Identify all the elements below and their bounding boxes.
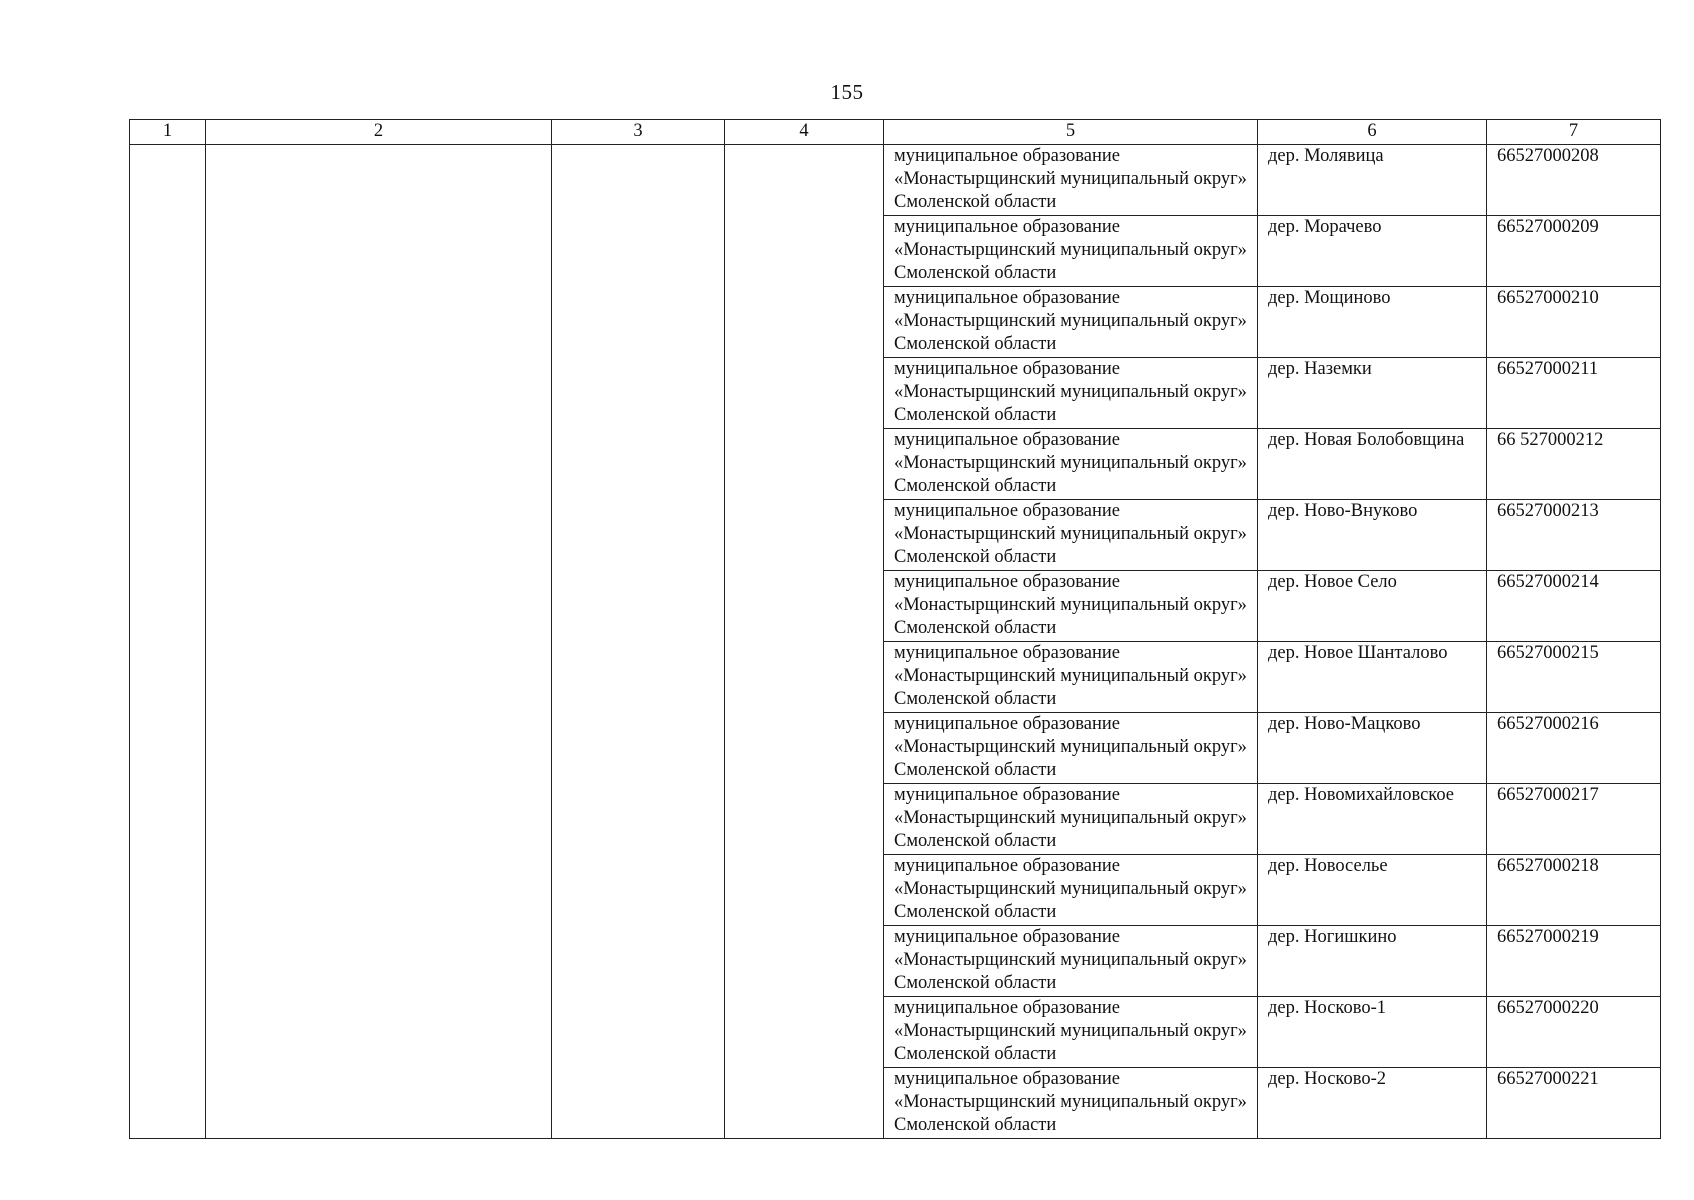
municipality-cell: муниципальное образование «Монастырщинский муниципальный округ» Смоленской области <box>884 926 1258 997</box>
column-header: 4 <box>725 120 884 145</box>
oktmo-code-cell: 66527000221 <box>1487 1068 1661 1139</box>
column-header: 2 <box>206 120 552 145</box>
oktmo-code-cell: 66 527000212 <box>1487 429 1661 500</box>
empty-column-4 <box>725 145 884 1139</box>
settlement-cell: дер. Новое Село <box>1258 571 1487 642</box>
municipality-cell: муниципальное образование «Монастырщинский муниципальный округ» Смоленской области <box>884 713 1258 784</box>
header-row <box>130 120 1661 145</box>
oktmo-code-cell: 66527000209 <box>1487 216 1661 287</box>
municipality-cell: муниципальное образование «Монастырщинский муниципальный округ» Смоленской области <box>884 429 1258 500</box>
page-number: 155 <box>830 80 864 104</box>
settlement-cell: дер. Ногишкино <box>1258 926 1487 997</box>
municipality-cell: муниципальное образование «Монастырщинский муниципальный округ» Смоленской области <box>884 855 1258 926</box>
column-header: 5 <box>884 120 1258 145</box>
oktmo-code-cell: 66527000214 <box>1487 571 1661 642</box>
settlement-cell: дер. Носково-1 <box>1258 997 1487 1068</box>
municipality-cell: муниципальное образование «Монастырщинский муниципальный округ» Смоленской области <box>884 642 1258 713</box>
column-header: 1 <box>130 120 206 145</box>
column-header: 6 <box>1258 120 1487 145</box>
oktmo-code-cell: 66527000218 <box>1487 855 1661 926</box>
settlements-table <box>129 119 1661 1139</box>
settlement-cell: дер. Новое Шанталово <box>1258 642 1487 713</box>
municipality-cell: муниципальное образование «Монастырщинский муниципальный округ» Смоленской области <box>884 571 1258 642</box>
settlement-cell: дер. Новоселье <box>1258 855 1487 926</box>
settlement-cell: дер. Ново-Мацково <box>1258 713 1487 784</box>
settlement-cell: дер. Морачево <box>1258 216 1487 287</box>
oktmo-code-cell: 66527000217 <box>1487 784 1661 855</box>
oktmo-code-cell: 66527000211 <box>1487 358 1661 429</box>
settlement-cell: дер. Ново-Внуково <box>1258 500 1487 571</box>
municipality-cell: муниципальное образование «Монастырщинский муниципальный округ» Смоленской области <box>884 358 1258 429</box>
table-row <box>130 145 1661 216</box>
municipality-cell: муниципальное образование «Монастырщинский муниципальный округ» Смоленской области <box>884 784 1258 855</box>
oktmo-code-cell: 66527000220 <box>1487 997 1661 1068</box>
municipality-cell: муниципальное образование «Монастырщинский муниципальный округ» Смоленской области <box>884 1068 1258 1139</box>
oktmo-code-cell: 66527000213 <box>1487 500 1661 571</box>
settlement-cell: дер. Наземки <box>1258 358 1487 429</box>
oktmo-code-cell: 66527000208 <box>1487 145 1661 216</box>
empty-column-3 <box>552 145 725 1139</box>
oktmo-code-cell: 66527000215 <box>1487 642 1661 713</box>
settlement-cell: дер. Мощиново <box>1258 287 1487 358</box>
municipality-cell: муниципальное образование «Монастырщинский муниципальный округ» Смоленской области <box>884 216 1258 287</box>
table-body <box>130 145 1661 1139</box>
oktmo-code-cell: 66527000219 <box>1487 926 1661 997</box>
column-header: 3 <box>552 120 725 145</box>
municipality-cell: муниципальное образование «Монастырщинский муниципальный округ» Смоленской области <box>884 287 1258 358</box>
oktmo-code-cell: 66527000216 <box>1487 713 1661 784</box>
municipality-cell: муниципальное образование «Монастырщинский муниципальный округ» Смоленской области <box>884 500 1258 571</box>
column-header: 7 <box>1487 120 1661 145</box>
municipality-cell: муниципальное образование «Монастырщинский муниципальный округ» Смоленской области <box>884 997 1258 1068</box>
settlement-cell: дер. Новая Болобовщина <box>1258 429 1487 500</box>
oktmo-code-cell: 66527000210 <box>1487 287 1661 358</box>
empty-column-1 <box>130 145 206 1139</box>
settlement-cell: дер. Носково-2 <box>1258 1068 1487 1139</box>
settlement-cell: дер. Молявица <box>1258 145 1487 216</box>
settlement-cell: дер. Новомихайловское <box>1258 784 1487 855</box>
empty-column-2 <box>206 145 552 1139</box>
municipality-cell: муниципальное образование «Монастырщинский муниципальный округ» Смоленской области <box>884 145 1258 216</box>
